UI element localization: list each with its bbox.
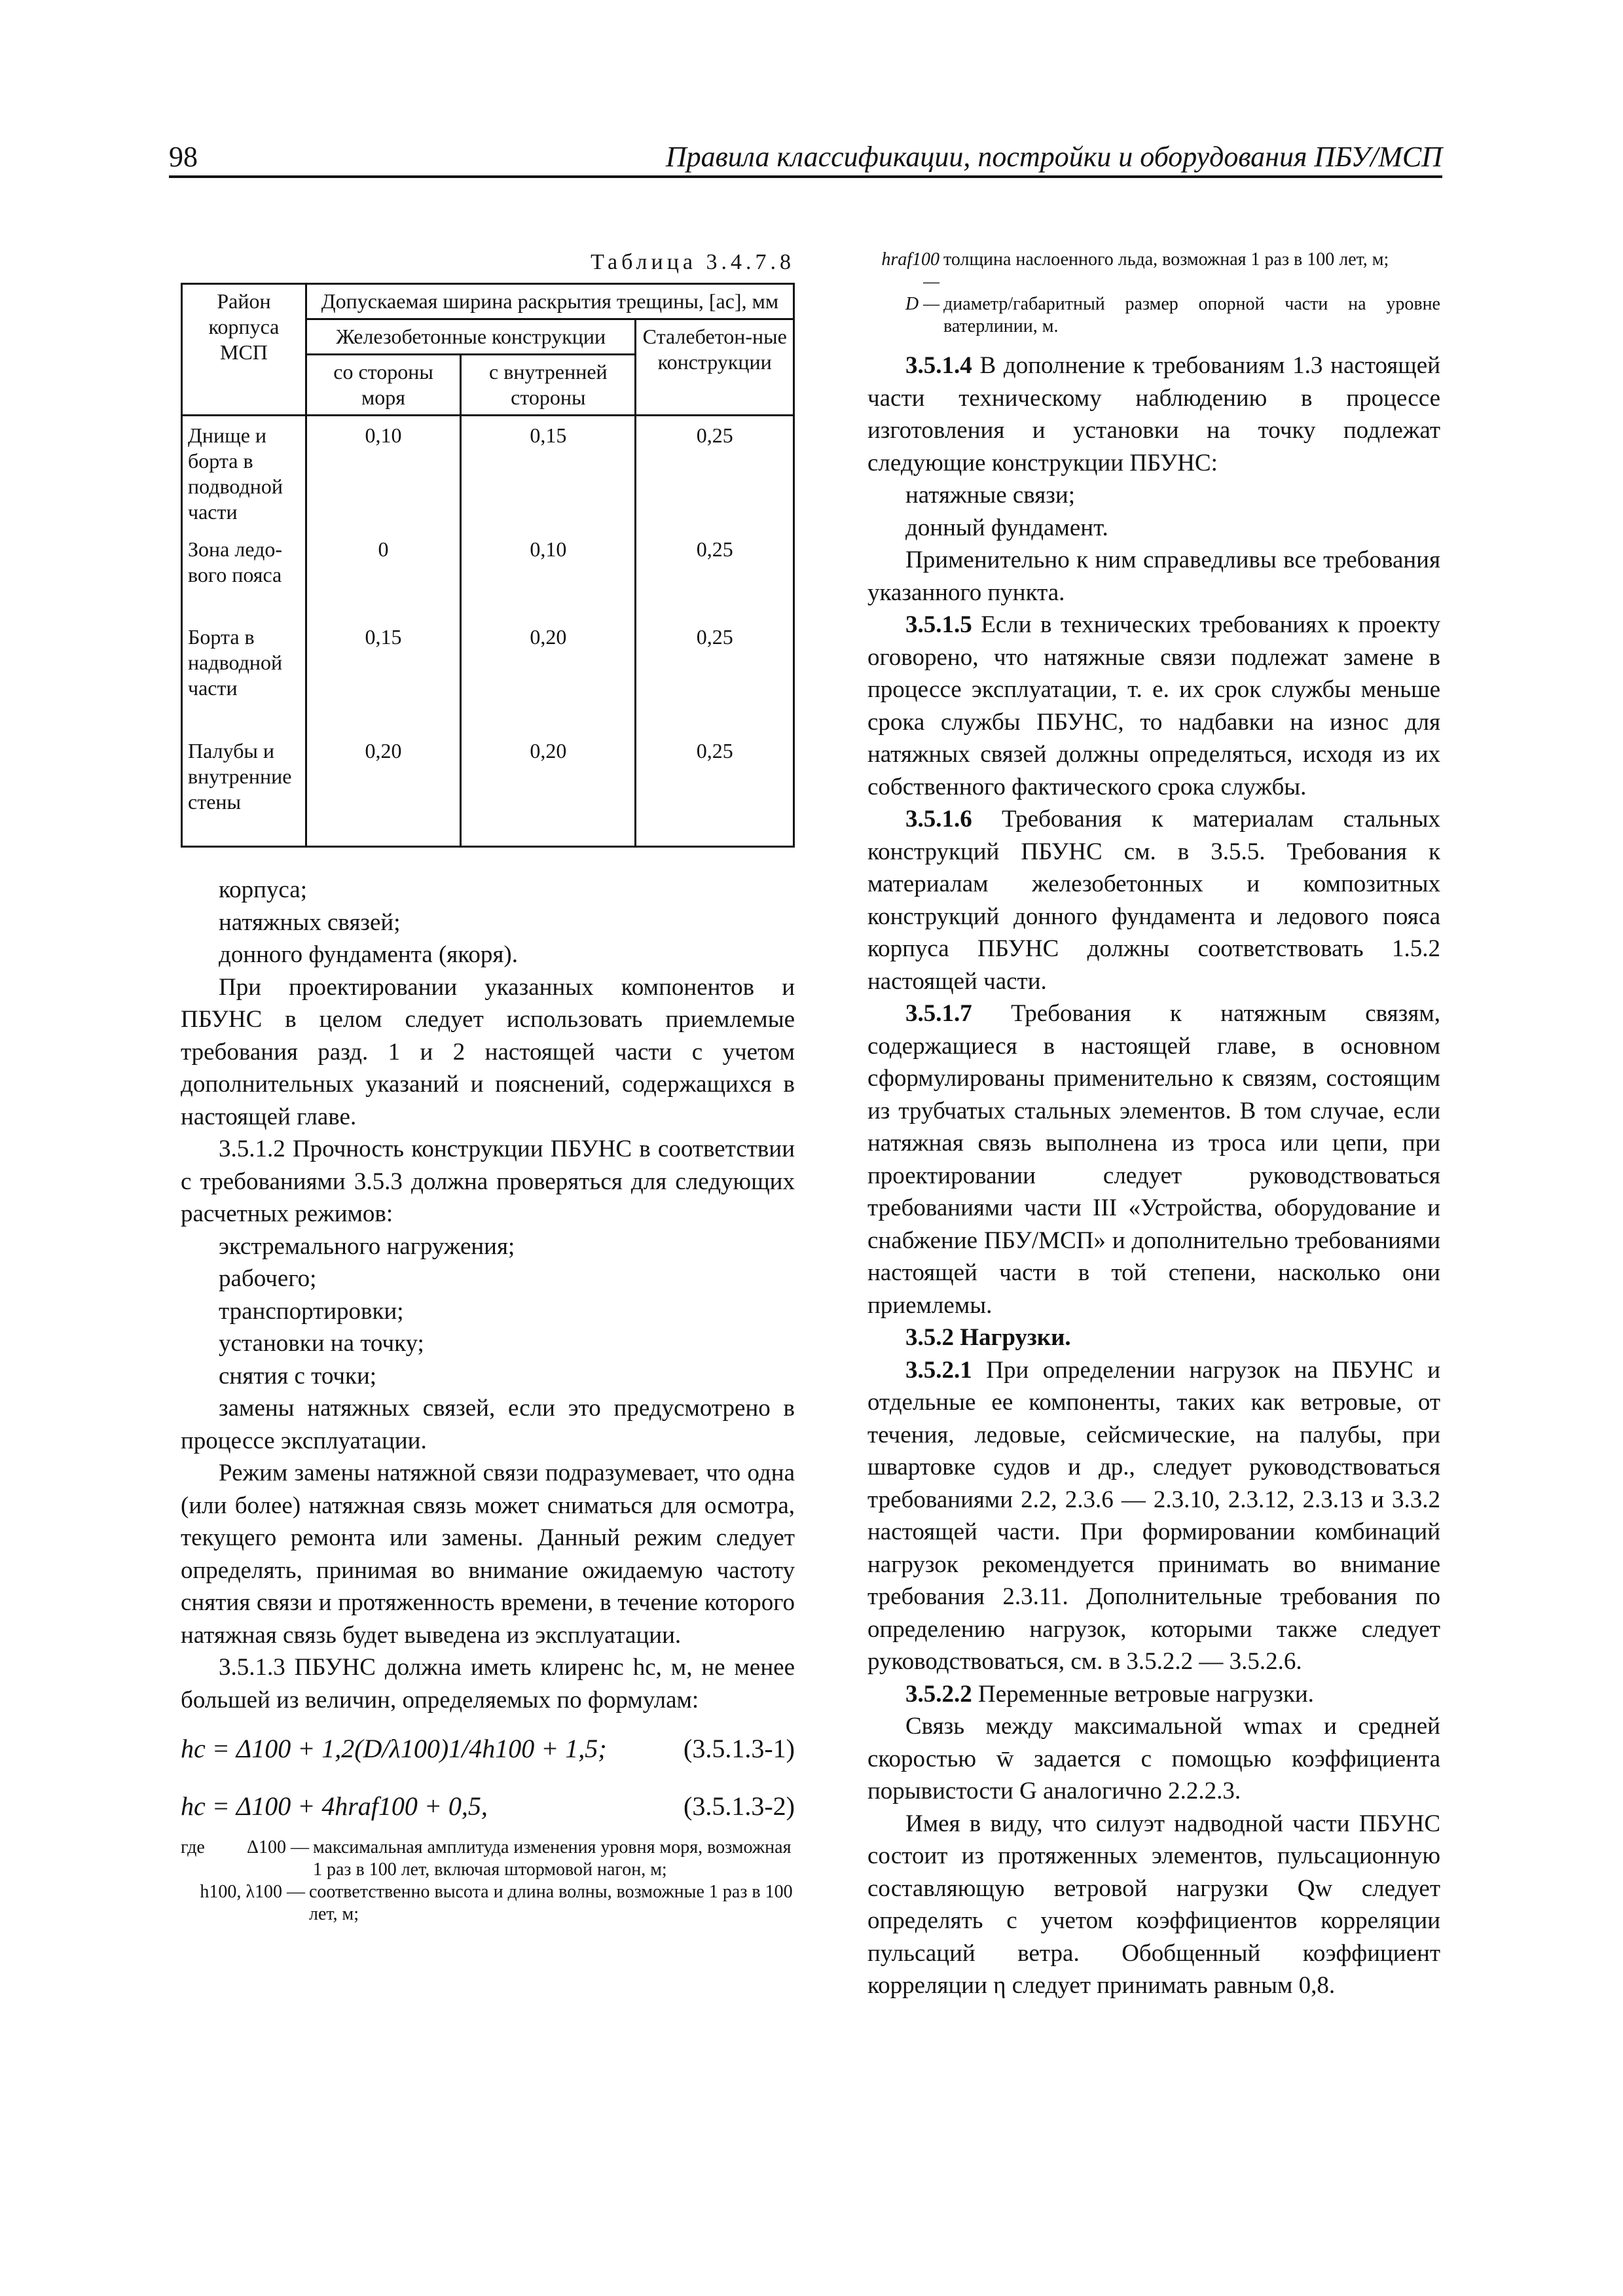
- table-header-inner-side: с внутренней стороны: [461, 355, 636, 416]
- table-cell-name: Борта в надводной части: [182, 618, 306, 732]
- clause-number: 3.5.1.6: [905, 806, 972, 833]
- table-cell: 0,15: [461, 416, 636, 531]
- definition-text: соответственно высота и длина волны, возможные 1 раз в 100 лет, м;: [309, 1882, 793, 1924]
- running-title: Правила классификации, постройки и оборудования ПБУ/МСП: [665, 141, 1442, 173]
- table-header-steel-concrete: Сталебетон-ные конструкции: [636, 319, 794, 416]
- list-item: транспортировки;: [219, 1297, 404, 1325]
- section-heading: [867, 1321, 1440, 1354]
- definition-symbol: h100, λ100 —: [200, 1882, 305, 1902]
- definitions: [181, 1837, 795, 1881]
- definition-text: толщина наслоенного льда, возможная 1 раз в 100 лет, м;: [943, 249, 1389, 270]
- formula-expression: hc = Δ100 + 4hraf100 + 0,5,: [181, 1791, 488, 1821]
- paragraph: [181, 1651, 795, 1716]
- table-cell: 0,15: [306, 618, 460, 732]
- table-header-region: Район корпуса МСП: [182, 284, 306, 416]
- clause-number: 3.5.1.7: [905, 1000, 972, 1027]
- paragraph: Связь между максимальной wmax и средней скоростью w̄ задается с помощью коэффициента порывистости G аналогично 2.2.2.3.: [867, 1713, 1440, 1804]
- page-header: [169, 143, 1442, 171]
- paragraph: [181, 1133, 795, 1230]
- formula-1: [181, 1732, 795, 1766]
- clause-text: Требования к натяжным связям, содержащиеся в настоящей главе, в основном сформулированы применительно к связям, состоящим из трубчатых стальных элементов. В том случае, если натяжная связь выполнена из троса или цепи, при проектировании следует руководствоваться требованиями части III «Устройства, оборудование и снабжение ПБУ/МСП» и дополнительно требованиями настоящей части в той степени, насколько они приемлемы.: [867, 1000, 1440, 1319]
- table-cell-name: Зона ледо-вого пояса: [182, 530, 306, 618]
- header-rule: [169, 175, 1442, 178]
- paragraph: [867, 350, 1440, 479]
- left-column: [181, 249, 795, 1926]
- formula-2: [181, 1789, 795, 1823]
- list-item: корпуса;: [219, 876, 307, 903]
- table-header-sea-side: со стороны моря: [306, 355, 460, 416]
- paragraph: При проектировании указанных компонентов и ПБУНС в целом следует использовать приемлемые требования разд. 1 и 2 настоящей части с учетом дополнительных указаний и пояснений, содержащихся в настоящей главе.: [181, 973, 795, 1130]
- table-cell: 0,25: [636, 618, 794, 732]
- definition-symbol: Δ100 —: [246, 1837, 309, 1857]
- section-number: 3.5.2: [905, 1324, 954, 1351]
- table-caption: Таблица 3.4.7.8: [591, 250, 795, 274]
- table-cell: 0,20: [461, 618, 636, 732]
- definition-symbol: D —: [905, 294, 939, 314]
- definition-text: максимальная амплитуда изменения уровня моря, возможная 1 раз в 100 лет, включая штормовой нагон, м;: [313, 1837, 792, 1880]
- paragraph: [867, 997, 1440, 1321]
- clause-text: ПБУНС должна иметь клиренс hc, м, не менее большей из величин, определяемых по формулам:: [181, 1654, 795, 1713]
- section-title: Нагрузки.: [954, 1324, 1071, 1351]
- table-cell: 0,25: [636, 732, 794, 847]
- clause-number: 3.5.2.1: [905, 1356, 972, 1384]
- definitions: [867, 249, 1440, 338]
- table-row: [182, 618, 794, 732]
- table-cell: 0,10: [306, 416, 460, 531]
- table-header-reinforced: Железобетонные конструкции: [306, 319, 636, 355]
- clause-number: 3.5.2.2: [905, 1680, 972, 1708]
- list-item: натяжных связей;: [219, 908, 401, 936]
- formula-number: (3.5.1.3-1): [684, 1734, 795, 1763]
- list-item: донного фундамента (якоря).: [219, 941, 518, 968]
- definition-text: диаметр/габаритный размер опорной части на уровне ватерлинии, м.: [943, 294, 1440, 336]
- paragraph: Имея в виду, что силуэт надводной части ПБУНС состоит из протяженных элементов, пульсационную составляющую ветровой нагрузки Qw следует определять с учетом коэффициентов корреляции пульсаций ветра. Обобщенный коэффициент корреляции η следует принимать равным 0,8.: [867, 1810, 1440, 1999]
- paragraph: Режим замены натяжной связи подразумевает, что одна (или более) натяжная связь может сниматься для осмотра, текущего ремонта или замены. Данный режим следует определять, принимая во внимание ожидаемую частоту снятия связи и протяженность времени, в течение которого натяжная связь будет выведена из эксплуатации.: [181, 1460, 795, 1649]
- table-cell-name: Палубы и внутренние стены: [182, 732, 306, 847]
- formula-expression: hc = Δ100 + 1,2(D/λ100)1/4h100 + 1,5;: [181, 1734, 607, 1763]
- list-item: донный фундамент.: [905, 514, 1108, 541]
- paragraph: Применительно к ним справедливы все требования указанного пункта.: [867, 547, 1440, 606]
- table-cell: 0,25: [636, 530, 794, 618]
- definition-symbol: hraf100 —: [881, 249, 939, 292]
- table-cell: 0,25: [636, 416, 794, 531]
- clause-text: Требования к материалам стальных конструкций ПБУНС см. в 3.5.5. Требования к материалам железобетонных и композитных конструкций донного фундамента и ледового пояса корпуса ПБУНС должны соответствовать 1.5.2 настоящей части.: [867, 806, 1440, 995]
- table-row: [182, 732, 794, 847]
- table-header-allowed-width: Допускаемая ширина раскрытия трещины, [ac], мм: [306, 284, 793, 319]
- table-row: [182, 530, 794, 618]
- paragraph: замены натяжных связей, если это предусмотрено в процессе эксплуатации.: [181, 1395, 795, 1454]
- table-cell: 0,20: [461, 732, 636, 847]
- table-row: [182, 416, 794, 531]
- list-item: натяжные связи;: [905, 482, 1075, 509]
- page-number: 98: [169, 141, 198, 173]
- paragraph: [867, 609, 1440, 803]
- clause-number: 3.5.1.3: [219, 1654, 285, 1681]
- clause-text: Прочность конструкции ПБУНС в соответствии с требованиями 3.5.3 должна проверяться для следующих расчетных режимов:: [181, 1136, 795, 1227]
- clause-text: При определении нагрузок на ПБУНС и отдельные ее компоненты, таких как ветровые, от течения, ледовые, сейсмические, на палубы, при швартовке судов и др., следует руководствоваться требованиями 2.2, 2.3.6 — 2.3.10, 2.3.12, 2.3.13 и 3.3.2 настоящей части. При формировании комбинаций нагрузок рекомендуется принимать во внимание требования 2.3.11. Дополнительные требования по определению нагрузок, которыми также следует руководствоваться, см. в 3.5.2.2 — 3.5.2.6.: [867, 1356, 1440, 1675]
- clause-text: Переменные ветровые нагрузки.: [972, 1680, 1314, 1708]
- clause-number: 3.5.1.5: [905, 611, 972, 638]
- clause-text: Если в технических требованиях к проекту оговорено, что натяжные связи подлежат замене в процессе эксплуатации, т. е. их срок службы меньше срока службы ПБУНС, то надбавки на износ для натяжных связей должны определяться, исходя из их собственного фактического срока службы.: [867, 611, 1440, 800]
- table-cell-name: Днище и борта в подводной части: [182, 416, 306, 531]
- table-cell: 0,20: [306, 732, 460, 847]
- clause-number: 3.5.1.4: [905, 352, 972, 379]
- list-item: рабочего;: [219, 1265, 317, 1292]
- paragraph: [867, 1354, 1440, 1678]
- clause-number: 3.5.1.2: [219, 1136, 285, 1162]
- definitions: [181, 1881, 795, 1926]
- where-label: где: [181, 1837, 205, 1857]
- paragraph: [867, 803, 1440, 997]
- list-item: установки на точку;: [219, 1330, 424, 1357]
- table-cell: 0: [306, 530, 460, 618]
- crack-width-table: [181, 283, 795, 848]
- table-cell: 0,10: [461, 530, 636, 618]
- right-column: [867, 249, 1440, 2002]
- clause-text: В дополнение к требованиям 1.3 настоящей части техническому наблюдению в процессе изготовления и установки на точку подлежат следующие конструкции ПБУНС:: [867, 352, 1440, 476]
- formula-number: (3.5.1.3-2): [684, 1791, 795, 1821]
- list-item: экстремального нагружения;: [219, 1232, 515, 1260]
- paragraph: [867, 1678, 1440, 1711]
- list-item: снятия с точки;: [219, 1362, 377, 1390]
